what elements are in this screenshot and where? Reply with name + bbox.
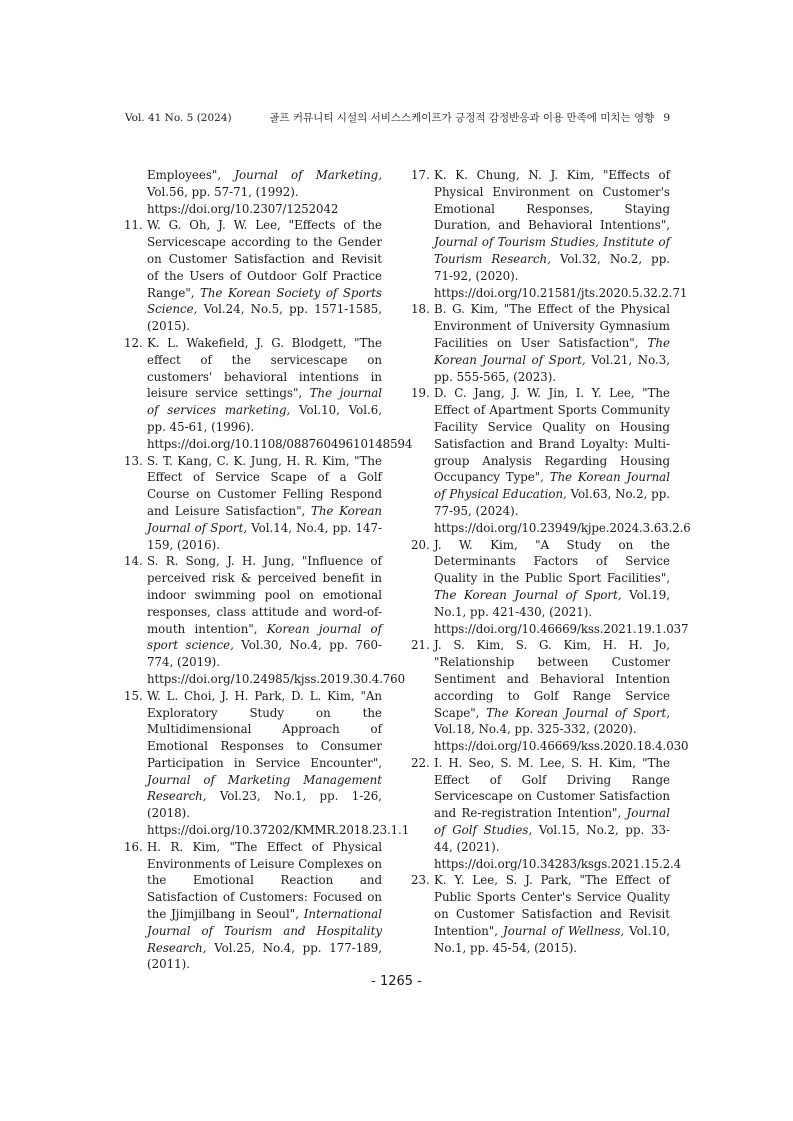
reference-number: 13. <box>124 453 143 468</box>
reference-details: Vol.15, No.2, pp. 33-44, (2021). <box>434 823 670 854</box>
journal-name: The Korean Journal of Sport, <box>147 503 382 535</box>
reference-item <box>124 839 382 973</box>
reference-number: 18. <box>411 302 430 317</box>
reference-number: 16. <box>124 839 143 854</box>
reference-item <box>124 688 410 839</box>
reference-details: Vol.18, No.4, pp. 325-332, (2020). <box>434 722 637 737</box>
reference-details: Vol.14, No.4, pp. 147-159, (2016). <box>147 520 382 552</box>
reference-item <box>411 385 691 536</box>
reference-item <box>124 453 382 554</box>
references-column-right <box>411 167 691 956</box>
journal-name: The Korean Journal of Physical Education, <box>434 470 670 502</box>
reference-details: Vol.30, No.4, pp. 760-774, (2019). <box>147 638 382 670</box>
journal-name: The Korean Journal of Sport, <box>434 587 622 602</box>
running-title <box>269 110 670 126</box>
journal-name: Journal of Tourism Studies, Institute of Tourism Research, <box>434 235 670 266</box>
journal-name: Journal of Marketing, <box>234 168 382 182</box>
references-column-left <box>124 167 413 973</box>
doi-link[interactable]: https://doi.org/10.1108/08876049610148594 <box>147 436 413 451</box>
doi-link[interactable]: https://doi.org/10.21581/jts.2020.5.32.2.71 <box>434 285 688 300</box>
reference-item <box>411 301 670 385</box>
running-header <box>125 110 670 126</box>
reference-item <box>411 167 688 301</box>
reference-text: W. G. Oh, J. W. Lee, "Effects of the Servicescape according to the Gender on Customer Satisfaction and Revisit of the Users of Outdoor Golf Practice Range", <box>147 218 382 300</box>
reference-item <box>411 872 670 956</box>
reference-item <box>411 637 689 755</box>
journal-name: Journal of Wellness, <box>503 923 625 938</box>
reference-text: H. R. Kim, "The Effect of Physical Environments of Leisure Complexes on the Emotional Reaction and Satisfaction of Customers: Focused on the Jjimjilbang in Seoul", <box>147 839 382 922</box>
reference-text: K. K. Chung, N. J. Kim, "Effects of Physical Environment on Customer's Emotional Responses, Staying Duration, and Behavioral Intentions", <box>434 168 670 233</box>
reference-details: Vol.56, pp. 57-71, (1992). <box>147 184 299 199</box>
reference-text: K. Y. Lee, S. J. Park, "The Effect of Public Sports Center's Service Quality on Customer Satisfaction and Revisit Intention", <box>434 873 670 938</box>
reference-item <box>124 335 413 453</box>
running-title-text: 골프 커뮤니티 시설의 서비스스케이프가 긍정적 감정반응과 이용 만족에 미치는 영향 <box>269 112 655 124</box>
journal-name: Korean journal of sport science, <box>147 621 382 653</box>
reference-details: Vol.21, No.3, pp. 555-565, (2023). <box>434 352 671 384</box>
reference-number: 14. <box>124 554 143 569</box>
journal-name: Journal of Marketing Management Research, <box>147 772 382 804</box>
reference-details: Vol.19, No.1, pp. 421-430, (2021). <box>434 587 670 619</box>
reference-number: 20. <box>411 537 430 552</box>
reference-text: B. G. Kim, "The Effect of the Physical Environment of University Gymnasium Facilities on User Satisfaction", <box>434 302 670 350</box>
reference-text: K. L. Wakefield, J. G. Blodgett, "The effect of the servicescape on customers' behavioral intentions in leisure service settings", <box>147 335 382 401</box>
reference-details: Vol.24, No.5, pp. 1571-1585, (2015). <box>147 302 382 334</box>
reference-number: 19. <box>411 386 430 401</box>
reference-number: 23. <box>411 873 430 888</box>
volume-info: Vol. 41 No. 5 (2024) <box>125 112 232 124</box>
reference-details: Vol.63, No.2, pp. 77-95, (2024). <box>434 487 670 518</box>
reference-item <box>124 553 405 687</box>
doi-link[interactable]: https://doi.org/10.46669/kss.2021.19.1.037 <box>434 621 689 636</box>
journal-name: The journal of services marketing, <box>147 386 382 418</box>
reference-text: J. S. Kim, S. G. Kim, H. H. Jo, "Relationship between Customer Sentiment and Behavioral Intention according to Golf Range Service Scape", <box>434 638 670 720</box>
reference-details: Vol.23, No.1, pp. 1-26, (2018). <box>147 789 382 821</box>
doi-link[interactable]: https://doi.org/10.2307/1252042 <box>147 201 339 216</box>
journal-name: The Korean Journal of Sport, <box>486 705 670 720</box>
reference-number: 22. <box>411 755 430 770</box>
reference-text: Employees", <box>147 168 235 182</box>
reference-text: J. W. Kim, "A Study on the Determinants Factors of Service Quality in the Public Sport Facilities", <box>434 537 670 586</box>
doi-link[interactable]: https://doi.org/10.23949/kjpe.2024.3.63.2.6 <box>434 520 691 535</box>
reference-text: I. H. Seo, S. M. Lee, S. H. Kim, "The Effect of Golf Driving Range Servicescape on Customer Satisfaction and Re-registration Intention", <box>434 755 670 821</box>
journal-name: The Korean Journal of Sport, <box>434 335 670 367</box>
reference-number: 12. <box>124 335 143 350</box>
reference-text: S. T. Kang, C. K. Jung, H. R. Kim, "The Effect of Service Scape of a Golf Course on Customer Felling Respond and Leisure Satisfaction", <box>147 453 382 518</box>
reference-details: Vol.32, No.2, pp. 71-92, (2020). <box>434 251 670 283</box>
page-number: - 1265 - <box>371 974 422 989</box>
reference-item <box>124 217 382 335</box>
doi-link[interactable]: https://doi.org/10.24985/kjss.2019.30.4.760 <box>147 671 405 686</box>
reference-number: 11. <box>124 218 143 233</box>
doi-link[interactable]: https://doi.org/10.46669/kss.2020.18.4.030 <box>434 739 689 754</box>
reference-text: S. R. Song, J. H. Jung, "Influence of perceived risk & perceived benefit in indoor swimming pool on emotional responses, class attitude and word-of-mouth intention", <box>147 554 382 636</box>
reference-item <box>124 167 382 217</box>
reference-text: D. C. Jang, J. W. Jin, I. Y. Lee, "The Effect of Apartment Sports Community Facility Service Quality on Housing Satisfaction and Brand Loyalty: Multi-group Analysis Regarding Housing Occupancy Type", <box>434 386 670 485</box>
reference-number: 15. <box>124 688 143 703</box>
reference-number: 17. <box>411 168 430 182</box>
reference-details: Vol.10, Vol.6, pp. 45-61, (1996). <box>147 403 383 434</box>
doi-link[interactable]: https://doi.org/10.37202/KMMR.2018.23.1.1 <box>147 823 410 838</box>
reference-item <box>411 755 682 873</box>
reference-number: 21. <box>411 638 430 653</box>
journal-name: Journal of Golf Studies, <box>434 806 670 838</box>
journal-name: The Korean Society of Sports Science, <box>147 285 382 317</box>
reference-details: Vol.10, No.1, pp. 45-54, (2015). <box>434 923 670 955</box>
journal-name: International Journal of Tourism and Hospitality Research, <box>147 907 382 955</box>
reference-item <box>411 537 689 638</box>
header-page-number: 9 <box>663 112 670 124</box>
reference-text: W. L. Choi, J. H. Park, D. L. Kim, "An Exploratory Study on the Multidimensional Approach of Emotional Responses to Consumer Participation in Service Encounter", <box>147 688 382 770</box>
doi-link[interactable]: https://doi.org/10.34283/ksgs.2021.15.2.4 <box>434 856 682 871</box>
reference-details: Vol.25, No.4, pp. 177-189, (2011). <box>147 940 382 972</box>
